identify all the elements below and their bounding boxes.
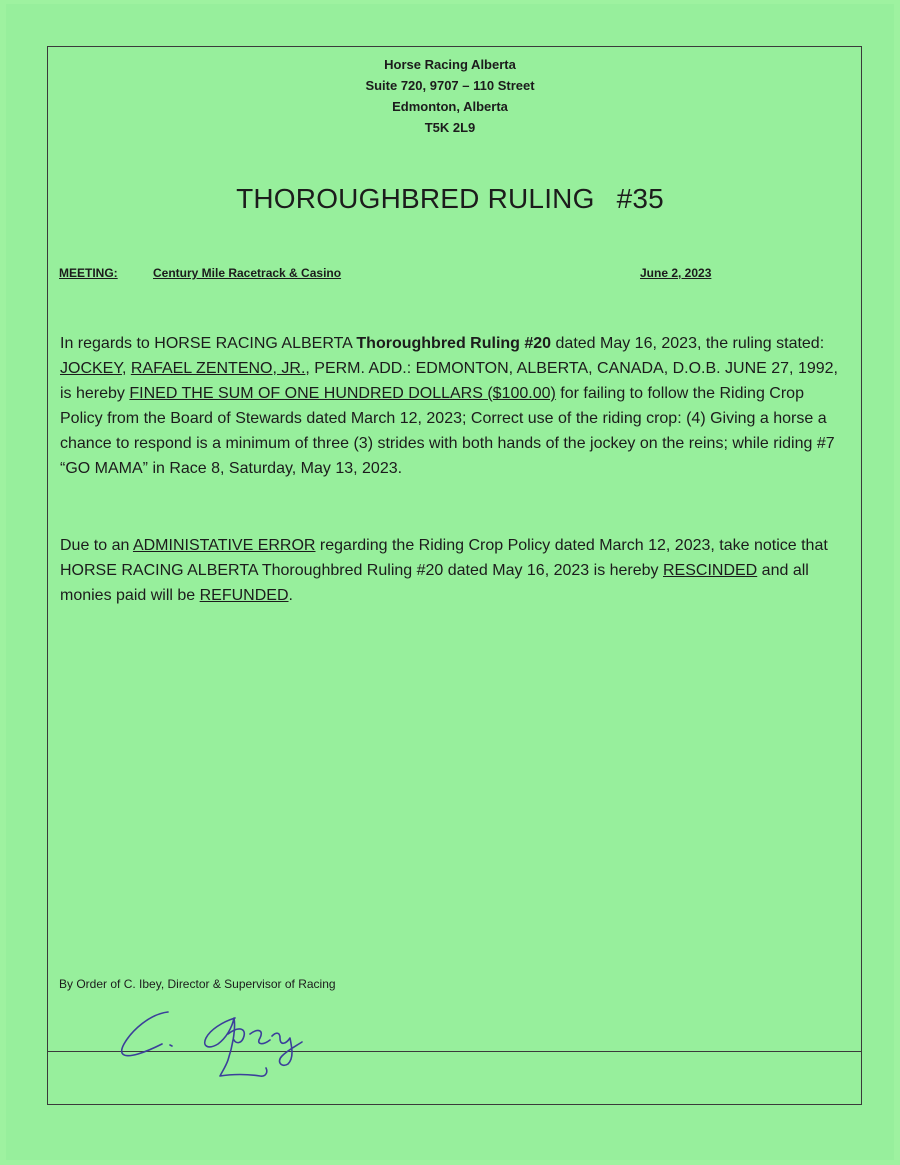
org-postal: T5K 2L9 [424,120,476,135]
meeting-label: MEETING: [59,266,118,280]
order-line: By Order of C. Ibey, Director & Supervisor of Racing [59,977,336,991]
para2-text: Due to an [60,537,133,554]
ruling-number: #35 [616,183,664,214]
page-title [0,183,900,215]
para1-text: for failing to follow the Riding Crop Policy from the Board of Stewards dated March 12, 2023; Correct use of the riding crop: (4) Giving a horse a chance to respond is a minimum of three (3) strides with both hands of the jockey on the reins; while riding #7 “GO MAMA” in Race 8, Saturday, May 13, 2023. [60,385,835,477]
meeting-venue: Century Mile Racetrack & Casino [153,266,342,280]
meeting-date: June 2, 2023 [640,266,712,280]
refunded-text: REFUNDED [199,587,289,604]
para1-text: , [121,360,131,377]
jockey-label: JOCKEY [60,360,122,377]
fine-amount: FINED THE SUM OF ONE HUNDRED DOLLARS ($100.00) [129,385,556,402]
org-city: Edmonton, Alberta [392,99,508,114]
referenced-ruling: Thoroughbred Ruling #20 [356,335,552,352]
rescinded-text: RESCINDED [663,562,758,579]
jockey-name: RAFAEL ZENTENO, JR. [130,360,306,377]
org-address: Suite 720, 9707 – 110 Street [365,78,535,93]
signature-image [110,1000,330,1090]
para2-text: and all monies paid will be [60,562,809,604]
error-notice: ADMINISTATIVE ERROR [132,537,316,554]
para2-text: regarding the Riding Crop Policy dated March 12, 2023, take notice that HORSE RACING ALBERTA Thoroughbred Ruling #20 dated May 16, 2023 is hereby [60,537,828,579]
org-name: Horse Racing Alberta [384,57,516,72]
ruling-paragraph [60,331,845,481]
rescind-paragraph [60,533,845,608]
para1-text: , PERM. ADD.: EDMONTON, ALBERTA, CANADA, D.O.B. JUNE 27, 1992, is hereby [60,360,838,402]
para1-text: In regards to HORSE RACING ALBERTA [60,335,357,352]
letterhead [0,54,900,138]
para1-text: dated May 16, 2023, the ruling stated: [551,335,825,352]
para2-text: . [288,587,293,604]
title-text: THOROUGHBRED RULING [236,183,595,214]
